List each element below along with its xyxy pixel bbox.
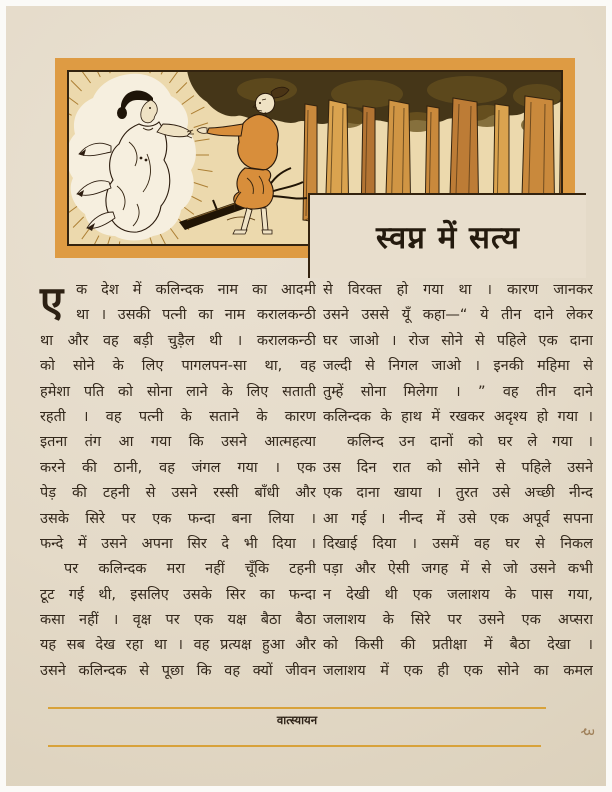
footer-rule-bottom <box>48 745 541 747</box>
book-name: वात्स्यायन <box>276 713 318 727</box>
text-line: उसने उससे यूँ कहा—“ ये तीन दाने लेकर <box>323 307 593 324</box>
text-line: न देखी थी एक जलाशय के पास गया, <box>323 586 593 603</box>
dropcap: ए <box>40 277 64 326</box>
text-line: पेड़ की टहनी से उसने रस्सी बाँधी और <box>40 485 316 502</box>
text-line: इतना तंग आ गया कि उसने आत्महत्या <box>40 434 316 451</box>
text-line: रहती । वह पत्नी के सताने के कारण <box>40 408 316 425</box>
text-line: को सोने के लिए पागलपन-सा था, वह <box>40 358 316 375</box>
text-line: उसने कलिन्दक से पूछा कि वह क्यों जीवन <box>40 662 316 679</box>
text-line: से विरक्त हो गया था । कारण जानकर <box>323 282 593 298</box>
page <box>6 6 606 786</box>
text-line: को किसी की प्रतीक्षा में बैठा देखा । <box>323 637 593 654</box>
text-line: फन्दे में उसने अपना सिर दे भी दिया । <box>40 535 316 552</box>
text-line: जलाशय के सिरे पर उसने एक अप्सरा <box>323 612 593 629</box>
footer-rule-top <box>48 707 546 709</box>
text-line: कलिन्द उन दानों को घर ले गया । <box>347 434 593 451</box>
text-line: आ गई । नीन्द में उसे एक अपूर्व सपना <box>323 510 593 527</box>
text-line: पड़ा और ऐसी जगह में से जो उसने कभी <box>323 561 593 578</box>
text-line: था । उसकी पत्नी का नाम करालकन्ठी <box>76 307 316 324</box>
text-line: यह सब देख रहा था । वह प्रत्यक्ष हुआ और <box>40 637 316 654</box>
text-line: था और वह बड़ी चुड़ैल थी । करालकन्ठी <box>40 332 316 349</box>
text-line: दिखाई दिया । उसमें वह घर से निकल <box>323 535 593 552</box>
page-title: स्वप्न में सत्य <box>376 219 520 256</box>
text-line: टूट गई थी, इसलिए उसके सिर का फन्दा <box>40 586 316 603</box>
text-line: हमेशा पति को सोना लाने के लिए सताती <box>40 383 316 400</box>
page-number: ३ <box>577 726 599 738</box>
text-line: करने की ठानी, वह जंगल गया । एक <box>40 459 316 476</box>
left-column <box>40 278 316 690</box>
title-box <box>308 193 586 278</box>
text-line: कलिन्दक के हाथ में रखकर अदृश्य हो गया । <box>323 408 593 425</box>
text-line: उसके सिरे पर एक फन्दा बना लिया । <box>40 510 316 527</box>
right-column <box>323 278 593 690</box>
text-line: घर जाओ । रोज सोने से पहिले एक दाना <box>323 332 593 349</box>
text-line: एक दाना खाया । तुरत उसे अच्छी नीन्द <box>323 485 593 502</box>
text-line: पर कलिन्दक मरा नहीं चूँकि टहनी <box>64 561 316 578</box>
text-line: तुम्हें सोना मिलेगा । ” वह तीन दाने <box>323 383 593 400</box>
text-line: क देश में कलिन्दक नाम का आदमी <box>76 282 316 298</box>
text-line: कसा नहीं । वृक्ष पर एक यक्ष बैठा बैठा <box>40 612 316 629</box>
text-line: उस दिन रात को सोने से पहिले उसने <box>323 459 593 476</box>
text-line: जल्दी से निगल जाओ । इनकी महिमा से <box>323 358 593 375</box>
text-line: जलाशय में एक ही एक सोने का कमल <box>323 662 593 679</box>
